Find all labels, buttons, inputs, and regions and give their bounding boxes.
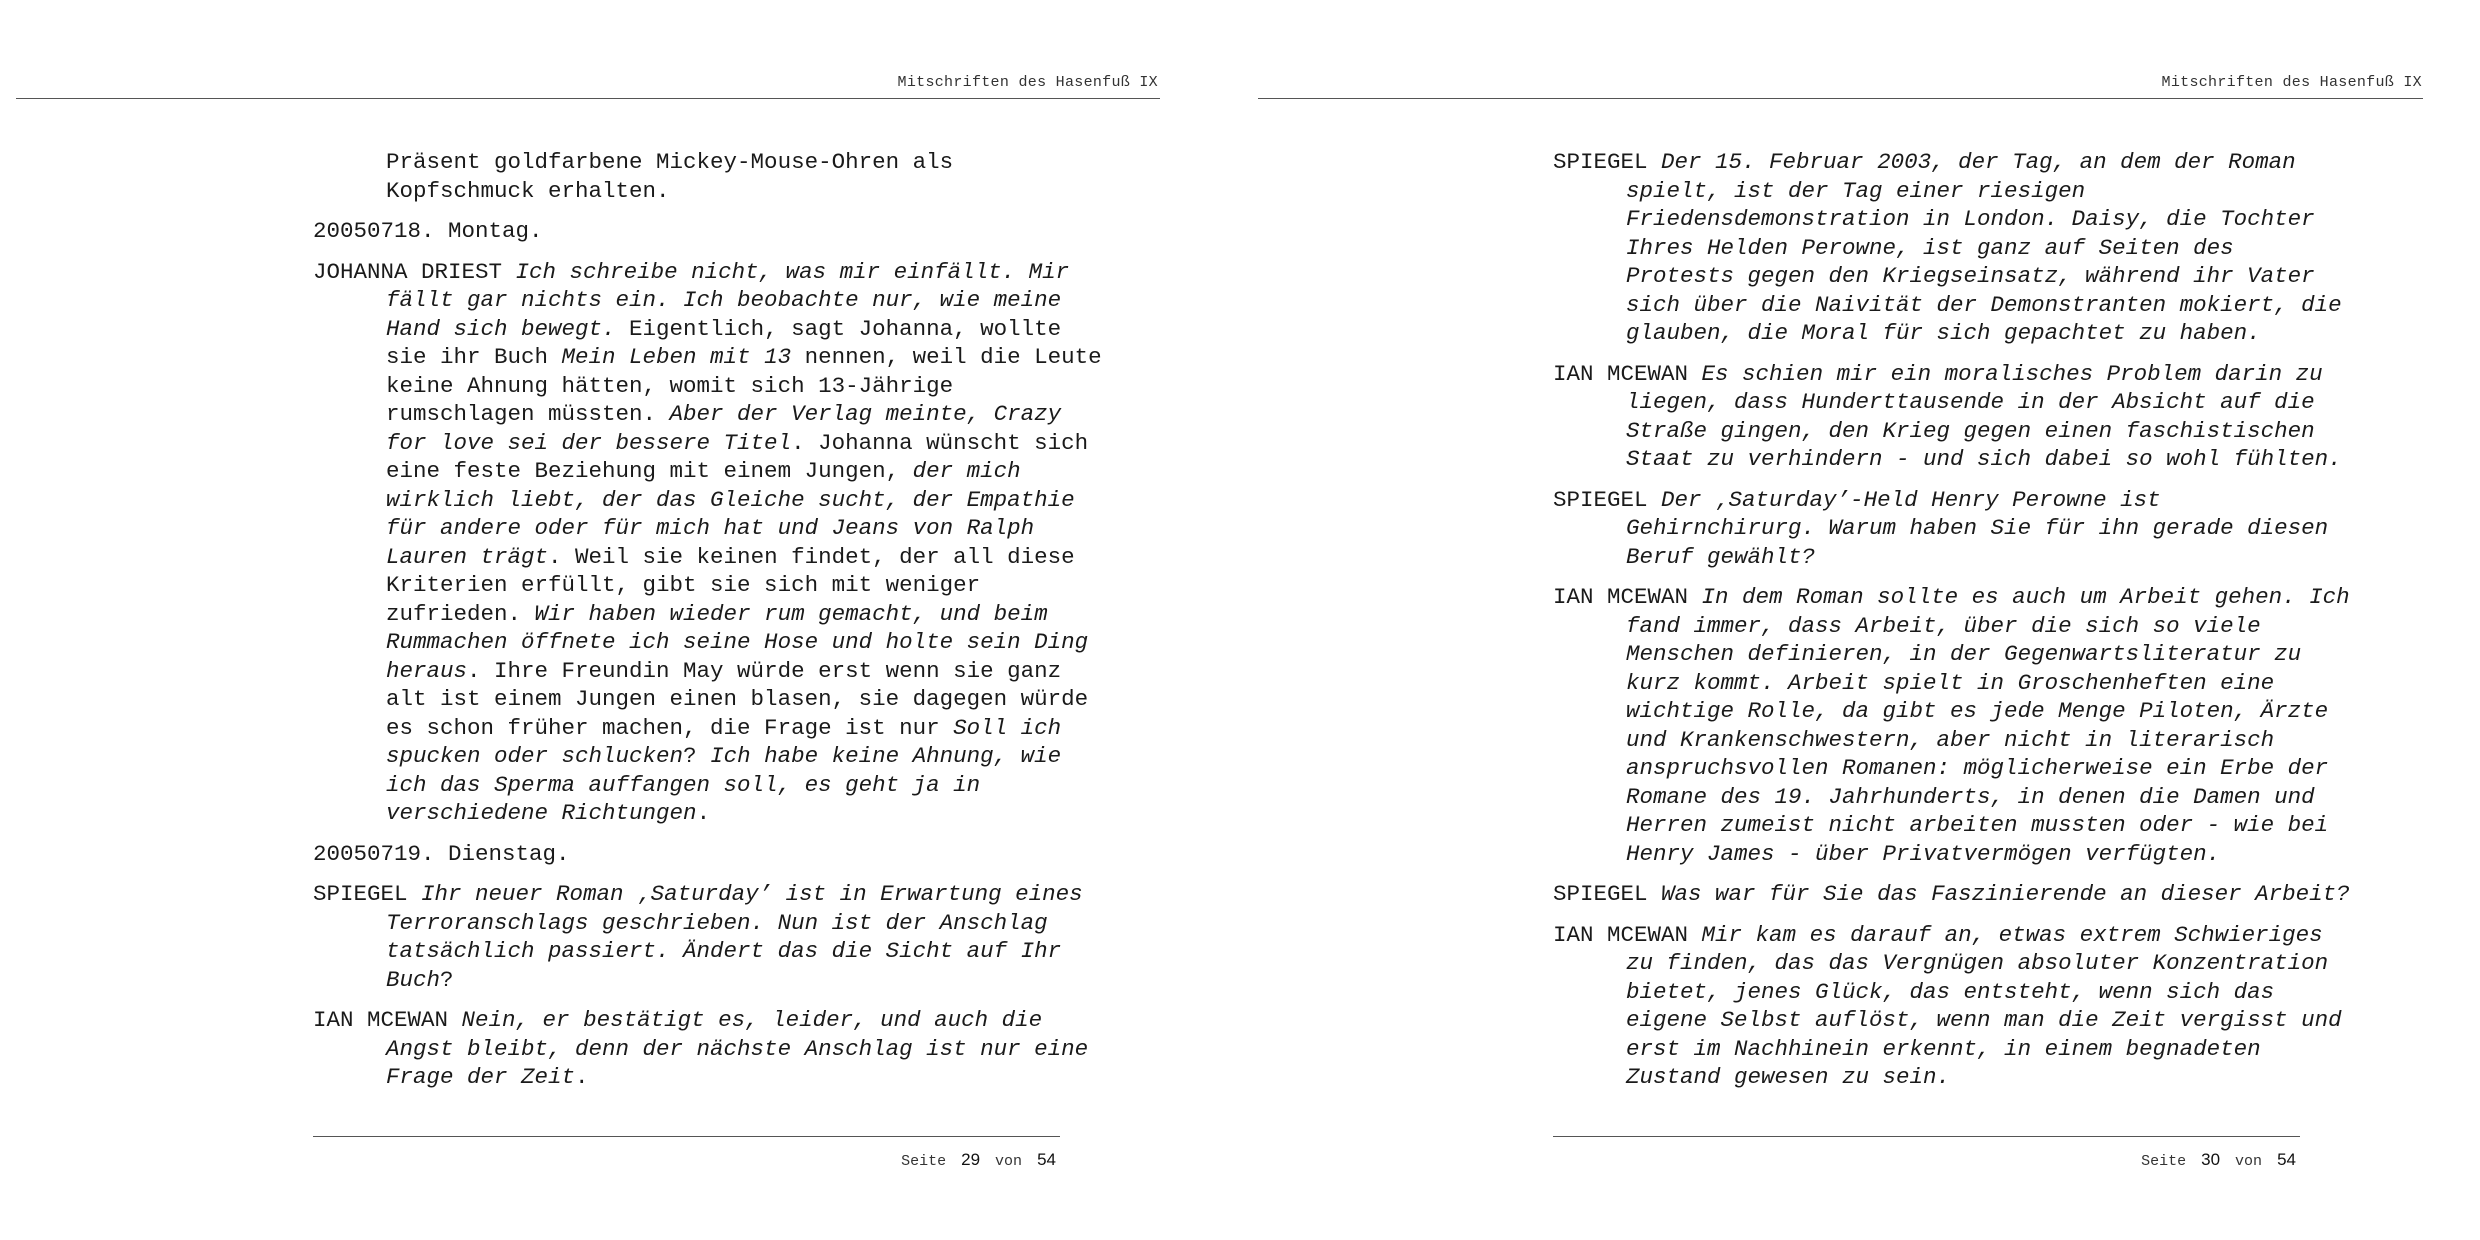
footer-prefix: Seite	[901, 1153, 947, 1170]
narrative-text: Eigentlich, sagt Johanna, wollte sie ihr Buch	[386, 315, 1062, 370]
quoted-text: Was war für Sie das Faszinierende an dieser Arbeit?	[1661, 881, 2350, 907]
interview-entry	[1553, 921, 2353, 1092]
quoted-text: Der ‚Saturday’-Held Henry Perowne ist Gehirnchirurg. Warum haben Sie für ihn gerade diesen Beruf gewählt?	[1626, 486, 2329, 570]
page-body	[313, 148, 1113, 1104]
footer-prefix: Seite	[2141, 1153, 2187, 1170]
interview-entry	[1553, 486, 2353, 572]
quoted-text: Es schien mir ein moralisches Problem darin zu liegen, dass Hunderttausende in der Absicht auf die Straße gingen, den Krieg gegen einen faschistischen Staat zu verhindern - und sich dabei so wohl fühlten.	[1626, 360, 2342, 472]
page-footer	[899, 1150, 1060, 1170]
narrative-text: . Ihre Freundin May würde erst wenn sie ganz alt ist einem Jungen einen blasen, sie dagegen würde es schon früher machen, die Frage ist nur	[386, 657, 1089, 741]
interview-entry	[1553, 880, 2353, 909]
quoted-text: der mich wirklich liebt, der das Gleiche sucht, der Empathie für andere oder für mich hat und Jeans von Ralph Lauren trägt	[386, 458, 1075, 570]
speaker-name: SPIEGEL	[1553, 149, 1648, 175]
speaker-name: IAN MCEWAN	[1553, 360, 1689, 387]
interview-entry	[313, 880, 1113, 994]
footer-separator: von	[2235, 1153, 2263, 1170]
quoted-text: Ich habe keine Ahnung, wie ich das Sperma auffangen soll, es geht ja in verschiedene Richtungen	[386, 743, 1062, 826]
speaker-name: SPIEGEL	[1553, 881, 1648, 907]
interview-entry	[313, 258, 1113, 828]
interview-entry	[1553, 148, 2353, 348]
quoted-text: Mein Leben mit 13	[561, 344, 792, 370]
diary-date: 20050719. Dienstag.	[313, 840, 570, 867]
header-divider	[1258, 98, 2423, 99]
quoted-text: Ihr neuer Roman ‚Saturday’ ist in Erwartung eines Terroranschlags geschrieben. Nun ist der Anschlag tatsächlich passiert. Ändert das die Sicht auf Ihr Buch	[386, 881, 1083, 993]
page-body	[1553, 148, 2353, 1104]
quoted-text: Der 15. Februar 2003, der Tag, an dem der Roman spielt, ist der Tag einer riesigen Friedensdemonstration in London. Daisy, die Tochter Ihres Helden Perowne, ist ganz auf Seiten des Protests gegen den Kriegseinsatz, während ihr Vater sich über die Naivität der Demonstranten mokiert, die glauben, die Moral für sich gepachtet zu haben.	[1626, 149, 2342, 346]
narrative-text: nennen, weil die Leute keine Ahnung hätten, womit sich 13-Jährige rumschlagen müssten.	[386, 344, 1102, 427]
quoted-text: Mir kam es darauf an, etwas extrem Schwieriges zu finden, das das Vergnügen absoluter Konzentration bietet, jenes Glück, das entsteht, wenn sich das eigene Selbst auflöst, wenn man die Zeit vergisst und erst im Nachhinein erkennt, in einem begnadeten Zustand gewesen zu sein.	[1626, 921, 2342, 1090]
page-header-title: Mitschriften des Hasenfuß IX	[2161, 74, 2422, 91]
narrative-text: ?	[683, 743, 711, 769]
header-divider	[16, 98, 1160, 99]
narrative-text: .	[575, 1064, 589, 1090]
speaker-name: IAN MCEWAN	[1553, 584, 1689, 610]
interview-entry	[313, 1006, 1113, 1092]
quoted-text: Wir haben wieder rum gemacht, und beim Rummachen öffnete ich seine Hose und holte sein Ding heraus	[386, 600, 1089, 684]
continued-paragraph: Präsent goldfarbene Mickey-Mouse-Ohren als Kopfschmuck erhalten.	[386, 149, 954, 204]
footer-total-pages: 54	[1037, 1150, 1056, 1169]
footer-divider	[313, 1136, 1060, 1137]
footer-divider	[1553, 1136, 2300, 1137]
narrative-text: .	[696, 800, 711, 826]
quoted-text: Aber der Verlag meinte, Crazy for love sei der bessere Titel	[386, 401, 1062, 456]
speaker-name: IAN MCEWAN	[1553, 921, 1689, 948]
quoted-text: Ich schreibe nicht, was mir einfällt. Mir fällt gar nichts ein. Ich beobachte nur, wie meine Hand sich bewegt.	[386, 258, 1070, 342]
page-header-title: Mitschriften des Hasenfuß IX	[897, 74, 1158, 91]
speaker-name: SPIEGEL	[1553, 486, 1648, 513]
interview-entry	[1553, 360, 2353, 474]
page-footer	[2139, 1150, 2300, 1170]
footer-page-number: 30	[2201, 1150, 2221, 1169]
narrative-text: . Weil sie keinen findet, der all diese Kriterien erfüllt, gibt sie sich mit weniger zufrieden.	[386, 543, 1075, 627]
footer-total-pages: 54	[2277, 1150, 2296, 1169]
right-page	[1240, 0, 2480, 1240]
speaker-name: SPIEGEL	[313, 881, 408, 907]
narrative-text: ?	[440, 966, 454, 993]
diary-date: 20050718. Montag.	[313, 218, 543, 244]
speaker-name: IAN MCEWAN	[313, 1007, 449, 1033]
quoted-text: Soll ich spucken oder schlucken	[386, 714, 1062, 769]
interview-entry	[1553, 583, 2353, 868]
footer-page-number: 29	[961, 1150, 981, 1169]
narrative-text: . Johanna wünscht sich eine feste Beziehung mit einem Jungen,	[386, 429, 1089, 484]
footer-separator: von	[995, 1153, 1023, 1170]
quoted-text: In dem Roman sollte es auch um Arbeit gehen. Ich fand immer, dass Arbeit, über die sich so viele Menschen definieren, in der Gegenwartsliteratur zu kurz kommt. Arbeit spielt in Groschenheften eine wichtige Rolle, da gibt es jede Menge Piloten, Ärzte und Krankenschwestern, aber nicht in literarisch anspruchsvollen Romanen: möglicherweise ein Erbe der Romane des 19. Jahrhunderts, in denen die Damen und Herren zumeist nicht arbeiten mussten oder - wie bei Henry James - über Privatvermögen verfügten.	[1626, 584, 2350, 867]
quoted-text: Nein, er bestätigt es, leider, und auch die Angst bleibt, denn der nächste Anschlag ist nur eine Frage der Zeit	[386, 1007, 1089, 1090]
speaker-name: JOHANNA DRIEST	[313, 258, 503, 285]
